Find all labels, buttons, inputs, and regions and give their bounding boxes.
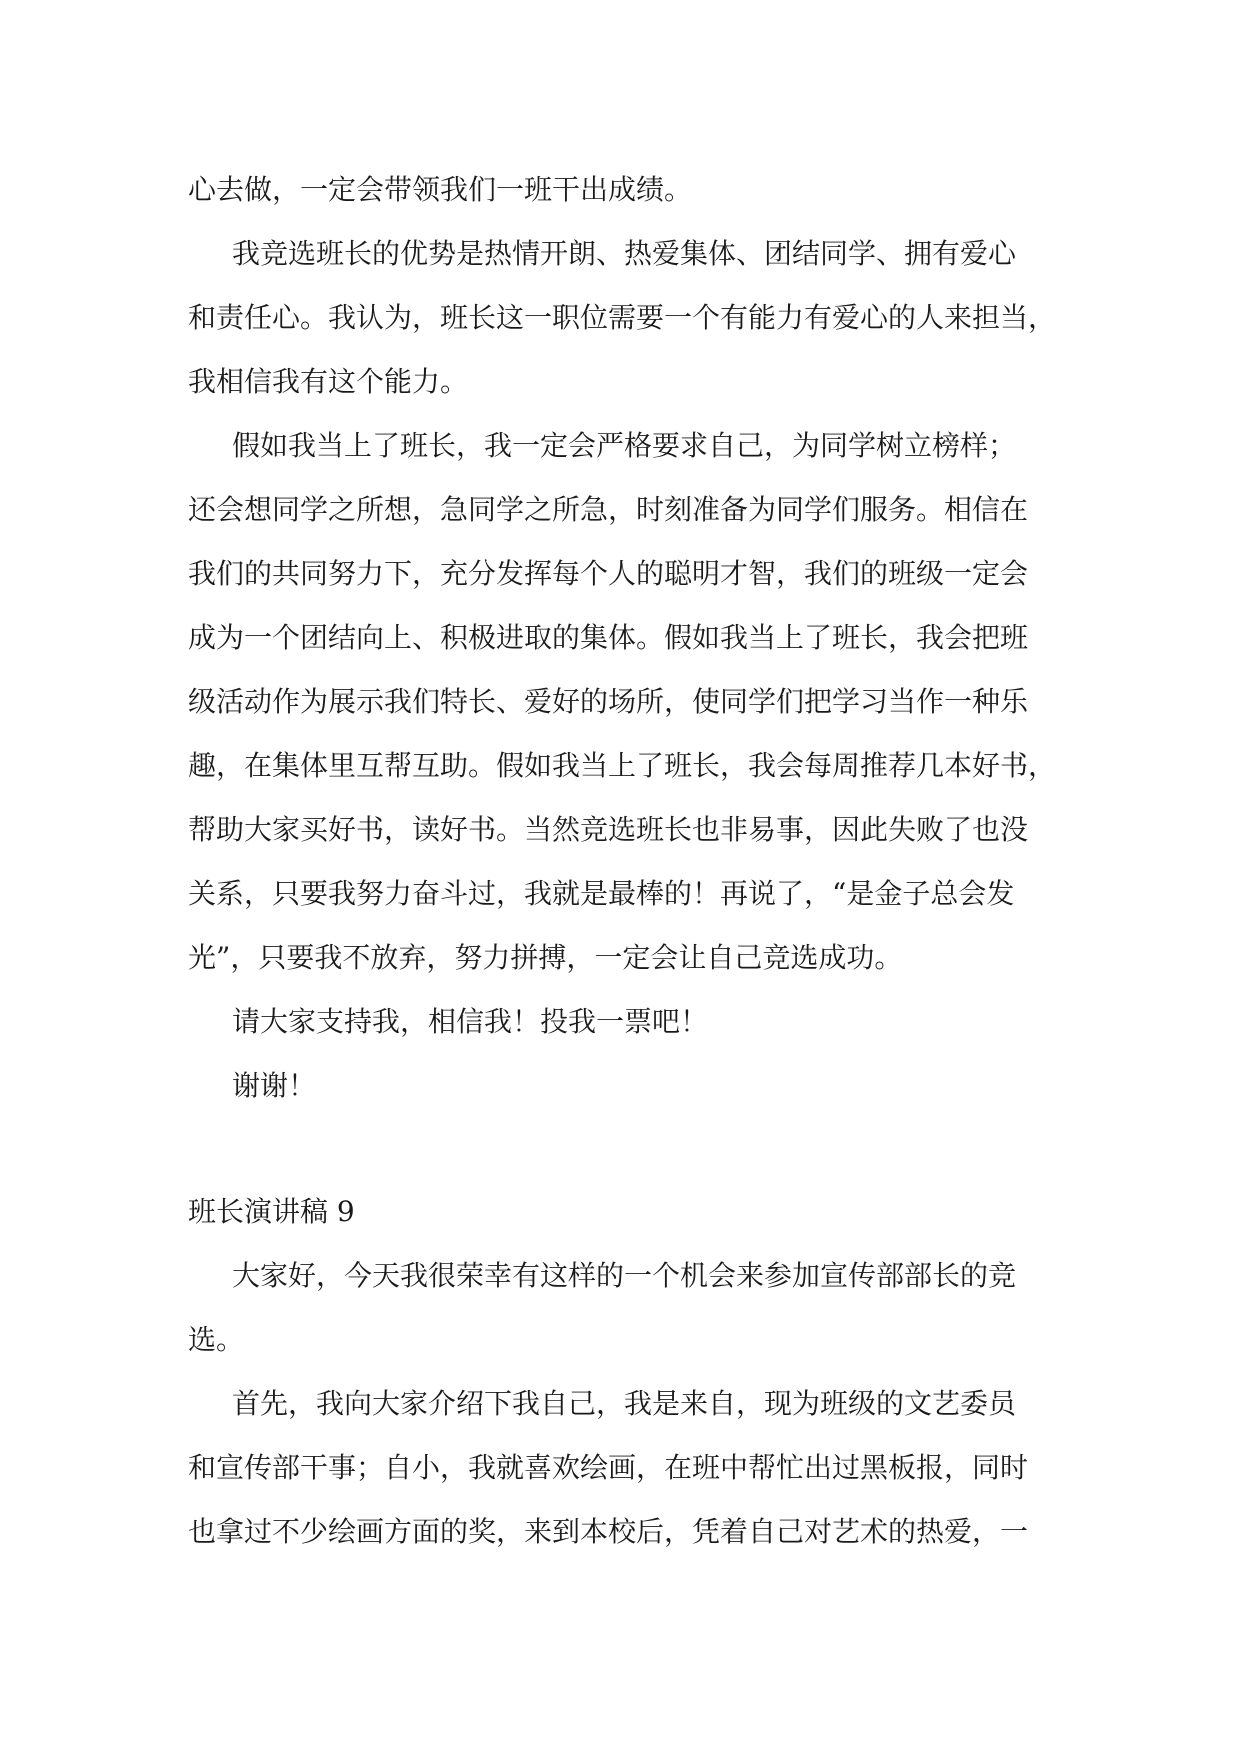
paragraph-start-line: 请大家支持我，相信我！投我一票吧！ bbox=[232, 1005, 709, 1038]
text-line: 心去做，一定会带领我们一班干出成绩。 bbox=[188, 173, 693, 206]
text-line: 趣，在集体里互帮互助。假如我当上了班长，我会每周推荐几本好书， bbox=[188, 749, 1057, 782]
section-spacer bbox=[188, 1118, 1058, 1180]
text-line: 成为一个团结向上、积极进取的集体。假如我当上了班长，我会把班 bbox=[188, 621, 1029, 654]
text-line: 光”，只要我不放弃，努力拼搏，一定会让自己竞选成功。 bbox=[188, 941, 903, 974]
paragraph-start-line: 首先，我向大家介绍下我自己，我是来自，现为班级的文艺委员 bbox=[232, 1387, 1017, 1420]
text-line: 和责任心。我认为，班长这一职位需要一个有能力有爱心的人来担当， bbox=[188, 301, 1057, 334]
paragraph-start-line: 大家好，今天我很荣幸有这样的一个机会来参加宣传部部长的竞 bbox=[232, 1259, 1017, 1292]
text-line: 帮助大家买好书，读好书。当然竞选班长也非易事，因此失败了也没 bbox=[188, 813, 1029, 846]
text-line: 选。 bbox=[188, 1323, 245, 1356]
text-line: 还会想同学之所想，急同学之所急，时刻准备为同学们服务。相信在 bbox=[188, 493, 1029, 526]
section-heading: 班长演讲稿 9 bbox=[188, 1195, 355, 1228]
text-line: 我相信我有这个能力。 bbox=[188, 365, 469, 398]
paragraph-start-line: 我竞选班长的优势是热情开朗、热爱集体、团结同学、拥有爱心 bbox=[232, 237, 1017, 270]
text-line: 级活动作为展示我们特长、爱好的场所，使同学们把学习当作一种乐 bbox=[188, 685, 1029, 718]
text-line: 也拿过不少绘画方面的奖，来到本校后，凭着自己对艺术的热爱，一 bbox=[188, 1515, 1029, 1548]
paragraph-start-line: 假如我当上了班长，我一定会严格要求自己，为同学树立榜样； bbox=[232, 429, 1017, 462]
paragraph-start-line: 谢谢！ bbox=[232, 1069, 317, 1102]
text-line: 我们的共同努力下，充分发挥每个人的聪明才智，我们的班级一定会 bbox=[188, 557, 1029, 590]
text-line: 和宣传部干事；自小，我就喜欢绘画，在班中帮忙出过黑板报，同时 bbox=[188, 1451, 1029, 1484]
text-line: 关系，只要我努力奋斗过，我就是最棒的！再说了，“是金子总会发 bbox=[188, 877, 1015, 910]
document-body bbox=[188, 158, 1058, 1564]
